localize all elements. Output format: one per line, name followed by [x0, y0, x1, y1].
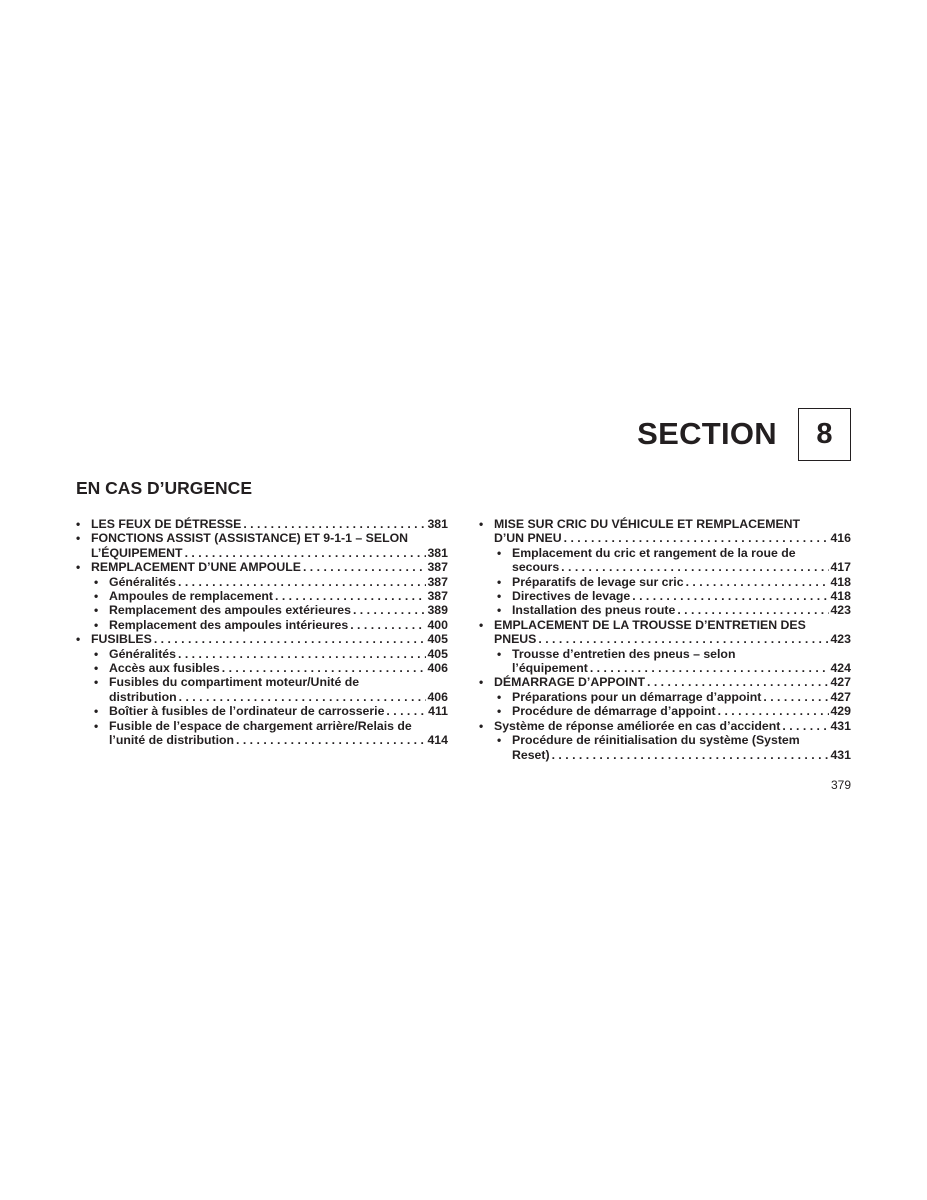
toc-entry[interactable] — [76, 632, 448, 646]
toc-entry-title: Reset) — [512, 747, 550, 762]
dot-leader — [562, 531, 830, 545]
toc-entry-page: 381 — [427, 545, 448, 560]
toc-entry[interactable] — [76, 517, 448, 531]
toc-entry-page: 406 — [427, 661, 448, 676]
toc-entry[interactable] — [479, 618, 851, 647]
toc-entry-title: FUSIBLES — [91, 632, 152, 647]
toc-entry[interactable] — [479, 733, 851, 762]
toc-entry-page: 411 — [428, 704, 448, 719]
chapter-title: EN CAS D’URGENCE — [76, 478, 252, 498]
toc-entry-page: 424 — [830, 661, 851, 676]
toc-entry-page: 431 — [830, 718, 851, 733]
toc-entry-page: 389 — [427, 603, 448, 618]
toc-entry[interactable] — [76, 560, 448, 574]
dot-leader — [780, 719, 829, 733]
toc-entry-title: secours — [512, 560, 560, 575]
toc-entry-page: 387 — [427, 574, 448, 589]
bullet-icon: • — [497, 545, 502, 560]
toc-entry-title: Installation des pneus route — [512, 603, 676, 618]
bullet-icon: • — [497, 646, 502, 661]
dot-leader — [630, 589, 829, 603]
bullet-icon: • — [497, 733, 502, 748]
toc-entry-page: 416 — [830, 531, 851, 546]
bullet-icon: • — [94, 661, 99, 676]
toc-entry-title: Accès aux fusibles — [109, 661, 220, 676]
toc-entry[interactable] — [76, 719, 448, 748]
bullet-icon: • — [497, 589, 502, 604]
dot-leader — [675, 603, 829, 617]
bullet-icon: • — [497, 704, 502, 719]
toc-entry-title: Généralités — [109, 646, 176, 661]
section-header — [600, 408, 851, 464]
toc-entry-title-line: Fusible de l’espace de chargement arrière/Relais de — [109, 718, 412, 733]
toc-entry[interactable] — [479, 546, 851, 575]
bullet-icon: • — [479, 718, 484, 733]
toc-entry-page: 418 — [830, 574, 851, 589]
toc-entry-title: D’UN PNEU — [494, 531, 562, 546]
toc-entry-title: Système de réponse améliorée en cas d’accident — [494, 718, 781, 733]
toc-entry[interactable] — [76, 589, 448, 603]
toc-column-right — [479, 517, 851, 762]
toc-entry-page: 414 — [427, 733, 448, 748]
toc-entry-title: Remplacement des ampoules extérieures — [109, 603, 351, 618]
section-number-box: 8 — [798, 408, 851, 461]
bullet-icon: • — [497, 689, 502, 704]
toc-entry-title: distribution — [109, 689, 177, 704]
toc-entry-title: PNEUS — [494, 632, 537, 647]
bullet-icon: • — [76, 517, 81, 531]
bullet-icon: • — [479, 517, 484, 531]
dot-leader — [301, 560, 427, 574]
toc-entry[interactable] — [479, 647, 851, 676]
toc-entry[interactable] — [479, 690, 851, 704]
dot-leader — [536, 632, 829, 646]
bullet-icon: • — [94, 574, 99, 589]
toc-entry-page: 418 — [830, 589, 851, 604]
bullet-icon: • — [94, 617, 99, 632]
toc-entry[interactable] — [76, 603, 448, 617]
toc-entry[interactable] — [76, 675, 448, 704]
toc-entry-title-line: Trousse d’entretien des pneus – selon — [512, 646, 736, 661]
dot-leader — [559, 560, 829, 574]
bullet-icon: • — [94, 675, 99, 690]
page-number: 379 — [830, 778, 851, 792]
toc-entry-page: 423 — [830, 632, 851, 647]
toc-entry-title-line: Procédure de réinitialisation du système (System — [512, 733, 800, 748]
bullet-icon: • — [76, 531, 81, 546]
bullet-icon: • — [479, 675, 484, 690]
bullet-icon: • — [479, 617, 484, 632]
dot-leader — [220, 661, 427, 675]
dot-leader — [234, 733, 426, 747]
bullet-icon: • — [94, 589, 99, 604]
toc-entry-page: 431 — [830, 747, 851, 762]
toc-entry[interactable] — [479, 575, 851, 589]
toc-entry[interactable] — [479, 675, 851, 689]
dot-leader — [588, 661, 830, 675]
bullet-icon: • — [94, 646, 99, 661]
toc-entry[interactable] — [479, 589, 851, 603]
toc-entry[interactable] — [479, 704, 851, 718]
toc-entry-title: Directives de levage — [512, 589, 631, 604]
toc-entry-title: Préparations pour un démarrage d’appoint — [512, 689, 762, 704]
toc-entry-page: 387 — [427, 560, 448, 575]
toc-entry-page: 400 — [427, 617, 448, 632]
bullet-icon: • — [497, 603, 502, 618]
dot-leader — [351, 603, 427, 617]
bullet-icon: • — [94, 718, 99, 733]
toc-entry-title-line: MISE SUR CRIC DU VÉHICULE ET REMPLACEMENT — [494, 517, 801, 531]
toc-entry-page: 405 — [427, 646, 448, 661]
toc-entry-page: 423 — [830, 603, 851, 618]
toc-entry[interactable] — [479, 603, 851, 617]
toc-entry[interactable] — [76, 661, 448, 675]
toc-entry-page: 406 — [427, 689, 448, 704]
toc-entry-title-line: Fusibles du compartiment moteur/Unité de — [109, 675, 360, 690]
dot-leader — [645, 675, 829, 689]
toc-entry-title: Ampoules de remplacement — [109, 589, 274, 604]
toc-entry-title: Boîtier à fusibles de l’ordinateur de carrosserie — [109, 704, 385, 719]
toc-entry-title: LES FEUX DE DÉTRESSE — [91, 517, 242, 531]
toc-entry-title: REMPLACEMENT D’UNE AMPOULE — [91, 560, 301, 575]
toc-entry-page: 387 — [427, 589, 448, 604]
dot-leader — [761, 690, 829, 704]
toc-entry-page: 417 — [830, 560, 851, 575]
dot-leader — [183, 546, 427, 560]
dot-leader — [384, 704, 427, 718]
toc-entry-page: 427 — [830, 675, 851, 690]
dot-leader — [177, 690, 427, 704]
dot-leader — [152, 632, 427, 646]
toc-entry-title: Généralités — [109, 574, 176, 589]
toc-entry-title: Remplacement des ampoules intérieures — [109, 617, 349, 632]
bullet-icon: • — [76, 560, 81, 575]
toc-entry-page: 405 — [427, 632, 448, 647]
bullet-icon: • — [94, 704, 99, 719]
toc-entry-title: DÉMARRAGE D’APPOINT — [494, 675, 645, 690]
toc-entry[interactable] — [76, 647, 448, 661]
toc-entry-title-line: EMPLACEMENT DE LA TROUSSE D’ENTRETIEN DES — [494, 617, 806, 632]
toc-entry-page: 381 — [427, 517, 448, 531]
bullet-icon: • — [497, 574, 502, 589]
toc-entry-title: L’ÉQUIPEMENT — [91, 545, 183, 560]
toc-entry-page: 429 — [830, 704, 851, 719]
section-label: SECTION — [637, 416, 777, 451]
toc-entry-title: Procédure de démarrage d’appoint — [512, 704, 716, 719]
dot-leader — [684, 575, 830, 589]
toc-entry[interactable] — [76, 618, 448, 632]
dot-leader — [241, 517, 426, 531]
bullet-icon: • — [94, 603, 99, 618]
dot-leader — [550, 748, 830, 762]
dot-leader — [176, 647, 426, 661]
dot-leader — [348, 618, 426, 632]
toc-entry[interactable] — [479, 719, 851, 733]
toc-column-left — [76, 517, 448, 748]
toc-entry[interactable] — [479, 517, 851, 546]
dot-leader — [176, 575, 426, 589]
toc-entry-title: l’unité de distribution — [109, 733, 235, 748]
toc-entry[interactable] — [76, 531, 448, 560]
dot-leader — [273, 589, 426, 603]
toc-entry[interactable] — [76, 704, 448, 718]
toc-entry-title-line: Emplacement du cric et rangement de la roue de — [512, 545, 796, 560]
toc-entry-title: Préparatifs de levage sur cric — [512, 574, 684, 589]
toc-entry-title-line: FONCTIONS ASSIST (ASSISTANCE) ET 9-1-1 – SELON — [91, 531, 409, 546]
toc-entry-title: l’équipement — [512, 661, 588, 676]
toc-entry[interactable] — [76, 575, 448, 589]
toc-entry-page: 427 — [830, 689, 851, 704]
dot-leader — [716, 704, 830, 718]
bullet-icon: • — [76, 632, 81, 647]
